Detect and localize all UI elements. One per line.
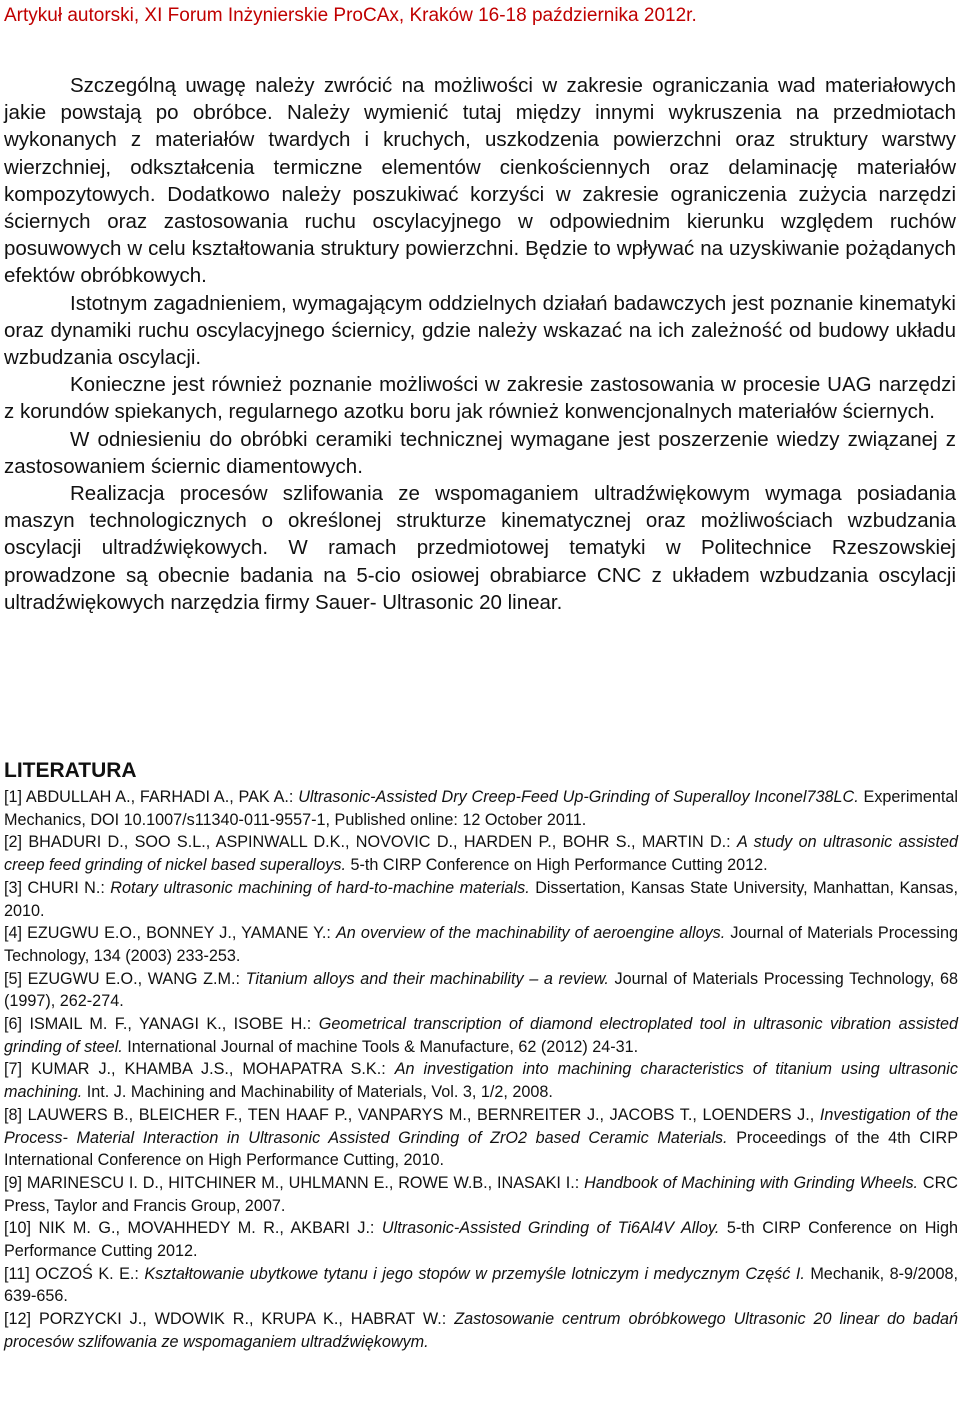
reference-item: [8] LAUWERS B., BLEICHER F., TEN HAAF P., VANPARYS M., BERNREITER J., JACOBS T., LOENDERS J., Investigation of the Process- Material Interaction in Ultrasonic Assisted Grinding of ZrO2 based Ceramic Materials. Proceedings of the 4th CIRP International Conference on High Performance Cutting, 2010. bbox=[4, 1105, 959, 1170]
paragraph: Realizacja procesów szlifowania ze wspomaganiem ultradźwiękowym wymaga posiadania maszyn technologicznych o określonej strukturze kinematycznej oraz możliwościach wzbudzania oscylacji ultradźwiękowych. W ramach przedmiotowej tematyki w Politechnice Rzeszowskiej prowadzone są obecnie badania na 5-cio osiowej obrabiarce CNC z układem wzbudzania oscylacji ultradźwiękowych narzędzia firmy Sauer- Ultrasonic 20 linear. bbox=[4, 482, 956, 614]
article-body bbox=[4, 72, 956, 616]
reference-item: [9] MARINESCU I. D., HITCHINER M., UHLMANN E., ROWE W.B., INASAKI I.: Handbook of Machining with Grinding Wheels. CRC Press, Taylor and Francis Group, 2007. bbox=[4, 1173, 958, 1215]
reference-item: [12] PORZYCKI J., WDOWIK R., KRUPA K., HABRAT W.: Zastosowanie centrum obróbkowego Ultrasonic 20 linear do badań procesów szlifowania ze wspomaganiem ultradźwiękowym. bbox=[4, 1310, 958, 1351]
reference-item: [10] NIK M. G., MOVAHHEDY M. R., AKBARI J.: Ultrasonic-Assisted Grinding of Ti6Al4V Alloy. 5-th CIRP Conference on High Performance Cutting 2012. bbox=[4, 1219, 959, 1261]
reference-item: [5] EZUGWU E.O., WANG Z.M.: Titanium alloys and their machinability – a review. Journal of Materials Processing Technology, 68 (1997), 262-274. bbox=[4, 969, 958, 1011]
paragraph: Istotnym zagadnieniem, wymagającym oddzielnych działań badawczych jest poznanie kinematyki oraz dynamiki ruchu oscylacyjnego ściernicy, gdzie należy wskazać na ich zależność od budowy układu wzbudzania oscylacji. bbox=[4, 291, 956, 370]
reference-item: [6] ISMAIL M. F., YANAGI K., ISOBE H.: Geometrical transcription of diamond electroplated tool in ultrasonic vibration assisted grinding of steel. International Journal of machine Tools & Manufacture, 62 (2012) 24-31. bbox=[4, 1015, 958, 1056]
reference-item: [2] BHADURI D., SOO S.L., ASPINWALL D.K., NOVOVIC D., HARDEN P., BOHR S., MARTIN D.: A study on ultrasonic assisted creep feed grinding of nickel based superalloys. 5-th CIRP Conference on High Performance Cutting 2012. bbox=[4, 833, 958, 875]
references-heading: LITERATURA bbox=[4, 759, 137, 782]
reference-item: [7] KUMAR J., KHAMBA J.S., MOHAPATRA S.K.: An investigation into machining characteristics of titanium using ultrasonic machining. Int. J. Machining and Machinability of Materials, Vol. 3, 1/2, 2008. bbox=[4, 1060, 958, 1102]
reference-item: [4] EZUGWU E.O., BONNEY J., YAMANE Y.: An overview of the machinability of aeroengine alloys. Journal of Materials Processing Technology, 134 (2003) 233-253. bbox=[4, 924, 958, 965]
paragraph: Szczególną uwagę należy zwrócić na możliwości w zakresie ograniczania wad materiałowych jakie powstają po obróbce. Należy wymienić tutaj między innymi wykruszenia na przedmiotach wykonanych z materiałów twardych i kruchych, uszkodzenia powierzchni oraz struktury warstwy wierzchniej, odkształcenia termiczne elementów cienkościennych oraz delaminację materiałów kompozytowych. Dodatkowo należy poszukiwać korzyści w zakresie ograniczenia zużycia narzędzi ściernych oraz zastosowania ruchu oscylacyjnego w odpowiednim kierunku względem ruchów posuwowych w celu kształtowania struktury powierzchni. Będzie to wpływać na uzyskiwanie pożądanych efektów obróbkowych. bbox=[4, 74, 956, 288]
paragraph: Konieczne jest również poznanie możliwości w zakresie zastosowania w procesie UAG narzędzi z korundów spiekanych, regularnego azotku boru jak również konwencjonalnych materiałów ściernych. bbox=[4, 373, 956, 424]
reference-item: [11] OCZOŚ K. E.: Kształtowanie ubytkowe tytanu i jego stopów w przemyśle lotniczym i medycznym Część I. Mechanik, 8-9/2008, 639-656. bbox=[4, 1264, 958, 1306]
page-header: Artykuł autorski, XI Forum Inżynierskie ProCAx, Kraków 16-18 października 2012r. bbox=[4, 5, 697, 26]
paragraph: W odniesieniu do obróbki ceramiki technicznej wymagane jest poszerzenie wiedzy związanej z zastosowaniem ściernic diamentowych. bbox=[4, 427, 956, 478]
reference-item: [1] ABDULLAH A., FARHADI A., PAK A.: Ultrasonic-Assisted Dry Creep-Feed Up-Grinding of Superalloy Inconel738LC. Experimental Mechanics, DOI 10.1007/s11340-011-9557-1, Published online: 12 October 2011. bbox=[4, 788, 959, 829]
reference-item: [3] CHURI N.: Rotary ultrasonic machining of hard-to-machine materials. Dissertation, Kansas State University, Manhattan, Kansas, 2010. bbox=[4, 878, 958, 920]
references-section bbox=[4, 758, 958, 1354]
